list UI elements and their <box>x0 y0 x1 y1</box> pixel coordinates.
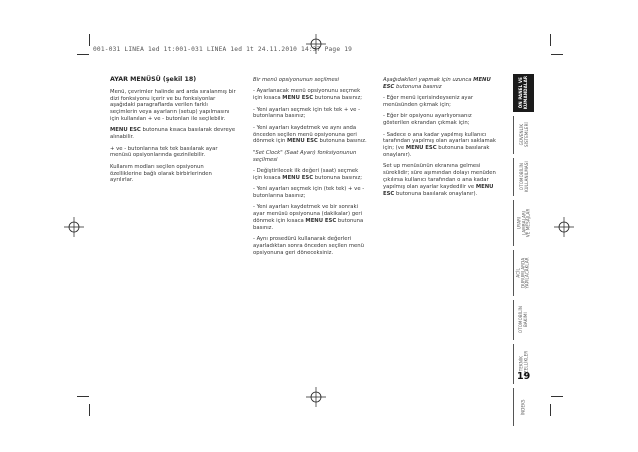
registration-mark-icon <box>305 33 327 55</box>
crop-mark <box>89 34 90 46</box>
tab-label: İNDEKS <box>520 399 526 415</box>
tab-guvenlik[interactable] <box>513 116 534 154</box>
tab-on-panel[interactable] <box>513 74 534 112</box>
text-column-3 <box>383 77 497 202</box>
registration-mark-icon <box>553 216 575 238</box>
tab-label: OTOMOBİLİN BAKIMI <box>518 306 529 334</box>
text-column-2 <box>253 77 367 261</box>
print-header: 001-031 LINEA 1ed 1t:001-031 LINEA 1ed 1t 24.11.2010 14:37 Page 19 <box>93 46 353 53</box>
paragraph: - Eğer bir opsiyonu ayarlıyorsanız gösterilen ekrandan çıkmak için; <box>383 113 472 127</box>
crop-mark <box>550 404 551 416</box>
page-number: 19 <box>517 371 531 382</box>
paragraph: - Değiştirilecek ilk değeri (saat) seçmek için kısaca MENU ESC butonuna basınız; <box>253 167 363 181</box>
tab-bakim[interactable] <box>513 300 534 340</box>
paragraph: - Ayarlanacak menü opsiyonunu seçmek için kısaca MENU ESC butonuna basınız; <box>253 88 363 102</box>
text-column-1 <box>110 77 236 189</box>
crop-mark <box>551 396 563 397</box>
subheading: Bir menü opsiyonunun seçilmesi <box>253 77 339 83</box>
crop-mark <box>77 396 89 397</box>
tab-indeks[interactable] <box>513 388 534 426</box>
paragraph: - Eğer menü içerisindeyseniz ayar menüsünden çıkmak için; <box>383 95 473 108</box>
paragraph: - Yeni ayarları kaydetmek ve bir sonraki ayar menüsü opsiyonuna (dakikalar) geri dönmek için kısaca MENU ESC butonuna basınız. <box>253 204 364 231</box>
paragraph: - Yeni ayarları kaydetmek ve aynı anda önceden seçilen menü opsiyonuna geri dönmek için MENU ESC butonuna basınız. <box>253 124 367 145</box>
subheading: Aşağıdakileri yapmak için uzunca MENU ESC butonuna basınız <box>383 77 491 90</box>
paragraph: - Sadece o ana kadar yapılmış kullanıcı tarafından yapılmış olan ayarları saklamak için; (ve MENU ESC butonuna basılarak onaylanır). <box>383 131 496 158</box>
paragraph: Set up menüsünün ekranına gelmesi süreklidir; süre aşımından dolayı menüden çıkılırsa kullanıcı tarafından o ana kadar yapılmış olan ayarlar kaydedilir ve MENU ESC butonuna basılarak onaylanır). <box>383 163 496 197</box>
tab-label: GÜVENLİK SİSTEMLERİ <box>518 122 528 148</box>
paragraph: MENU ESC butonuna kısaca basılarak devreye alınabilir. <box>110 127 236 141</box>
crop-mark <box>77 54 89 55</box>
paragraph: Menü, çevrimler halinde ard arda sıralanmış bir dizi fonksiyonu içerir ve bu fonksiyonlar aşağıdaki paragraflarda verilen farklı seçimlerin veya ayarların (setup) yapılmasını için kullanılan + ve - butonları ile seçilebilir. <box>110 88 236 122</box>
paragraph: + ve - butonlarına tek tek basılarak ayar menüsü opsiyonlarında gezinilebilir. <box>110 145 218 159</box>
crop-mark <box>551 54 563 55</box>
registration-mark-icon <box>305 386 327 408</box>
registration-mark-icon <box>63 216 85 238</box>
tab-label: ACİL DURUMLARDA YAPILACAKLAR <box>516 257 531 289</box>
tab-label: TEKNİK ÖZELLİKLER <box>518 351 528 377</box>
paragraph: Kullanım modları seçilen opsiyonun özelliklerine bağlı olarak birbirlerinden ayrılırlar. <box>110 163 212 184</box>
tab-label: ÖN PANEL VE KUMANDALAR <box>517 76 528 110</box>
tab-label: OTOMOBİLİN KULLANILMASI <box>518 161 528 193</box>
paragraph: - Yeni ayarları seçmek için (tek tek) + ve - butonlarına basınız; <box>253 186 365 199</box>
crop-mark <box>89 404 90 416</box>
tab-uyari[interactable] <box>513 200 534 246</box>
crop-mark <box>550 34 551 46</box>
tab-otomobil-kullanimi[interactable] <box>513 158 534 196</box>
subheading: "Set Clock" (Saat Ayarı) fonksiyonunun seçilmesi <box>253 149 357 163</box>
section-heading: AYAR MENÜSÜ (şekil 18) <box>110 76 197 83</box>
paragraph: - Aynı prosedürü kullanarak değerleri ayarladıktan sonra önceden seçilen menü opsiyonuna geri döneceksiniz. <box>253 236 364 256</box>
tab-acil[interactable] <box>513 250 534 296</box>
tab-label: UYARI LAMBALARI VE MESAJLAR <box>516 208 531 238</box>
paragraph: - Yeni ayarları seçmek için tek tek + ve - butonlarına basınız; <box>253 106 361 120</box>
